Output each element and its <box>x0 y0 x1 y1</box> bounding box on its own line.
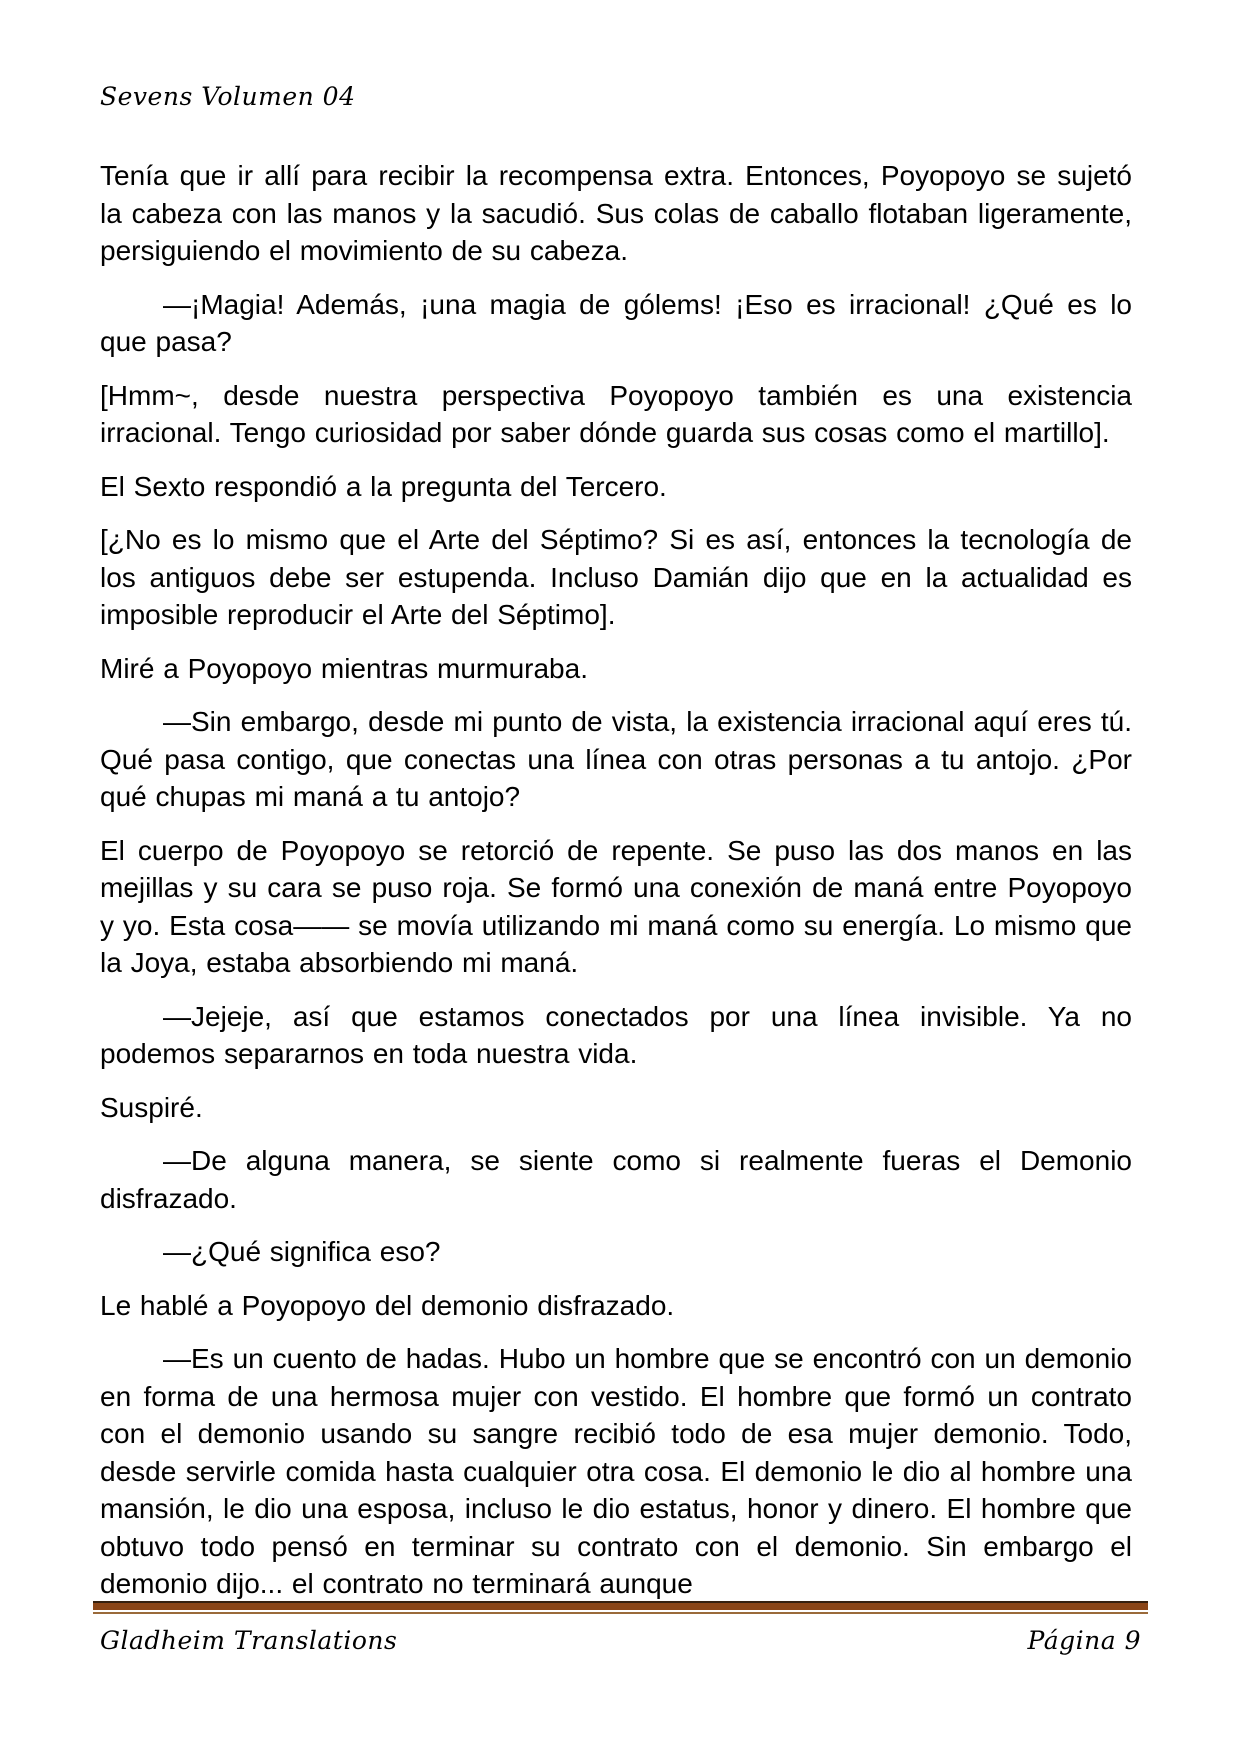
footer-translator-credit: Gladheim Translations <box>100 1626 398 1655</box>
paragraph: [¿No es lo mismo que el Arte del Séptimo? Si es así, entonces la tecnología de los antiguos debe ser estupenda. Incluso Damián dijo que en la actualidad es imposible reproducir el Arte del Séptimo]. <box>100 524 1132 630</box>
paragraph: —Es un cuento de hadas. Hubo un hombre que se encontró con un demonio en forma de una hermosa mujer con vestido. El hombre que formó un contrato con el demonio usando su sangre recibió todo de esa mujer demonio. Todo, desde servirle comida hasta cualquier otra cosa. El demonio le dio al hombre una mansión, le dio una esposa, incluso le dio estatus, honor y dinero. El hombre que obtuvo todo pensó en terminar su contrato con el demonio. Sin embargo el demonio dijo... el contrato no terminará aunque <box>100 1343 1132 1599</box>
paragraph: —¿Qué significa eso? <box>163 1236 441 1267</box>
paragraph: —¡Magia! Además, ¡una magia de gólems! ¡Eso es irracional! ¿Qué es lo que pasa? <box>100 288 1132 357</box>
paragraph: [Hmm~, desde nuestra perspectiva Poyopoyo también es una existencia irracional. Tengo curiosidad por saber dónde guarda sus cosas como el martillo]. <box>100 379 1132 448</box>
paragraph: —De alguna manera, se siente como si realmente fueras el Demonio disfrazado. <box>100 1145 1132 1214</box>
paragraph: El cuerpo de Poyopoyo se retorció de repente. Se puso las dos manos en las mejillas y su cara se puso roja. Se formó una conexión de maná entre Poyopoyo y yo. Esta cosa—— se movía utilizando mi maná como su energía. Lo mismo que la Joya, estaba absorbiendo mi maná. <box>100 834 1132 978</box>
footer-rule <box>93 1601 1148 1614</box>
paragraph: Suspiré. <box>100 1091 203 1123</box>
paragraph: Le hablé a Poyopoyo del demonio disfrazado. <box>100 1289 675 1321</box>
header-title: Sevens Volumen 04 <box>100 82 356 111</box>
footer-text-row <box>93 1626 1148 1655</box>
paragraph: —Jejeje, así que estamos conectados por una línea invisible. Ya no podemos separarnos en toda nuestra vida. <box>100 1000 1132 1069</box>
page-header <box>0 0 1241 111</box>
footer-rule-thin-line <box>93 1612 1148 1614</box>
paragraph: —Sin embargo, desde mi punto de vista, la existencia irracional aquí eres tú. Qué pasa contigo, que conectas una línea con otras personas a tu antojo. ¿Por qué chupas mi maná a tu antojo? <box>100 706 1132 812</box>
paragraph: Tenía que ir allí para recibir la recompensa extra. Entonces, Poyopoyo se sujetó la cabeza con las manos y la sacudió. Sus colas de caballo flotaban ligeramente, persiguiendo el movimiento de su cabeza. <box>100 160 1132 266</box>
footer-rule-thick-line <box>93 1603 1148 1610</box>
footer-page-number: Página 9 <box>1027 1626 1141 1655</box>
paragraph: Miré a Poyopoyo mientras murmuraba. <box>100 652 588 684</box>
paragraph: El Sexto respondió a la pregunta del Tercero. <box>100 470 667 502</box>
document-body <box>100 157 1132 1603</box>
page-footer <box>93 1601 1148 1655</box>
